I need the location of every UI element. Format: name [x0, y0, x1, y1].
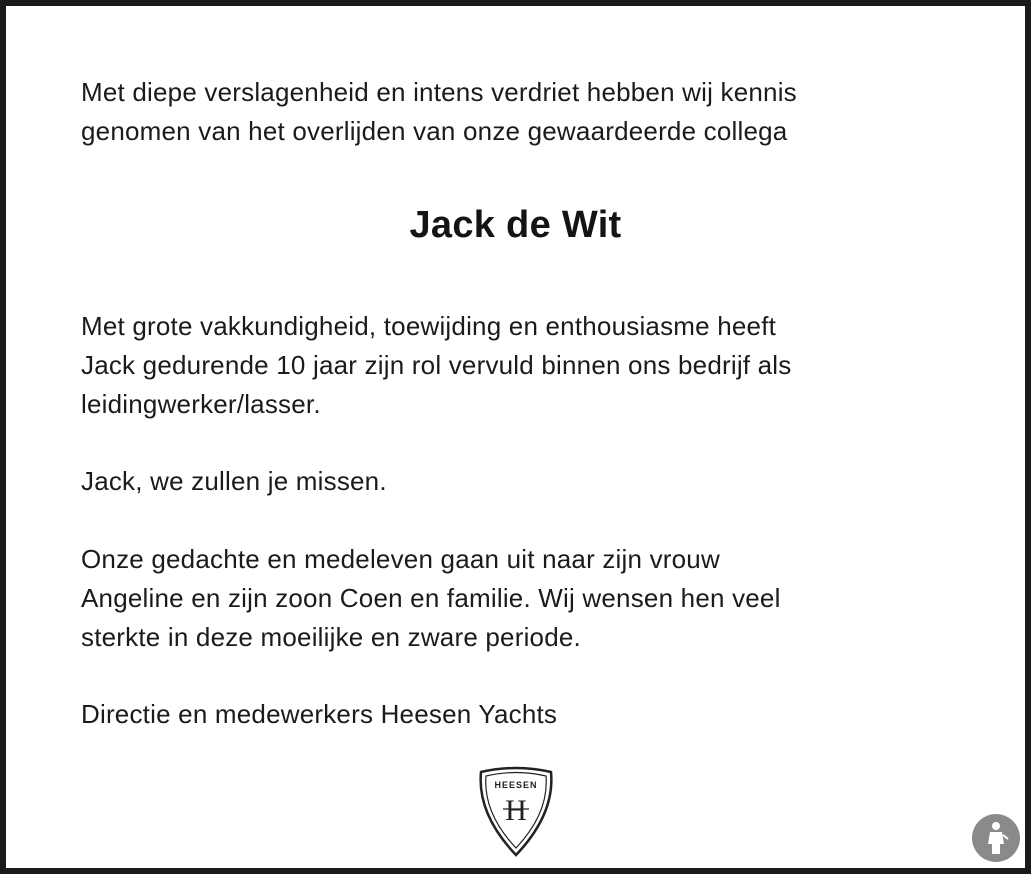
memorial-badge [972, 814, 1020, 862]
body1-line-3: leidingwerker/lasser. [81, 389, 321, 419]
deceased-name: Jack de Wit [409, 204, 622, 246]
body3-line-2: Angeline en zijn zoon Coen en familie. Wij wensen hen veel [81, 583, 781, 613]
signature: Directie en medewerkers Heesen Yachts [81, 699, 558, 729]
body3-line-3: sterkte in deze moeilijke en zware periode. [81, 622, 581, 652]
intro-line-1: Met diepe verslagenheid en intens verdriet hebben wij kennis [81, 77, 797, 107]
body3-line-1: Onze gedachte en medeleven gaan uit naar zijn vrouw [81, 544, 720, 574]
body1-line-2: Jack gedurende 10 jaar zijn rol vervuld binnen ons bedrijf als [81, 350, 792, 380]
heesen-logo [475, 762, 557, 858]
logo-text: HEESEN [494, 780, 538, 790]
body1-line-1: Met grote vakkundigheid, toewijding en enthousiasme heeft [81, 311, 777, 341]
logo-monogram: H [505, 794, 527, 827]
body2-line-1: Jack, we zullen je missen. [81, 466, 387, 496]
intro-line-2: genomen van het overlijden van onze gewaardeerde collega [81, 116, 788, 146]
memorial-figure-icon [981, 820, 1011, 856]
